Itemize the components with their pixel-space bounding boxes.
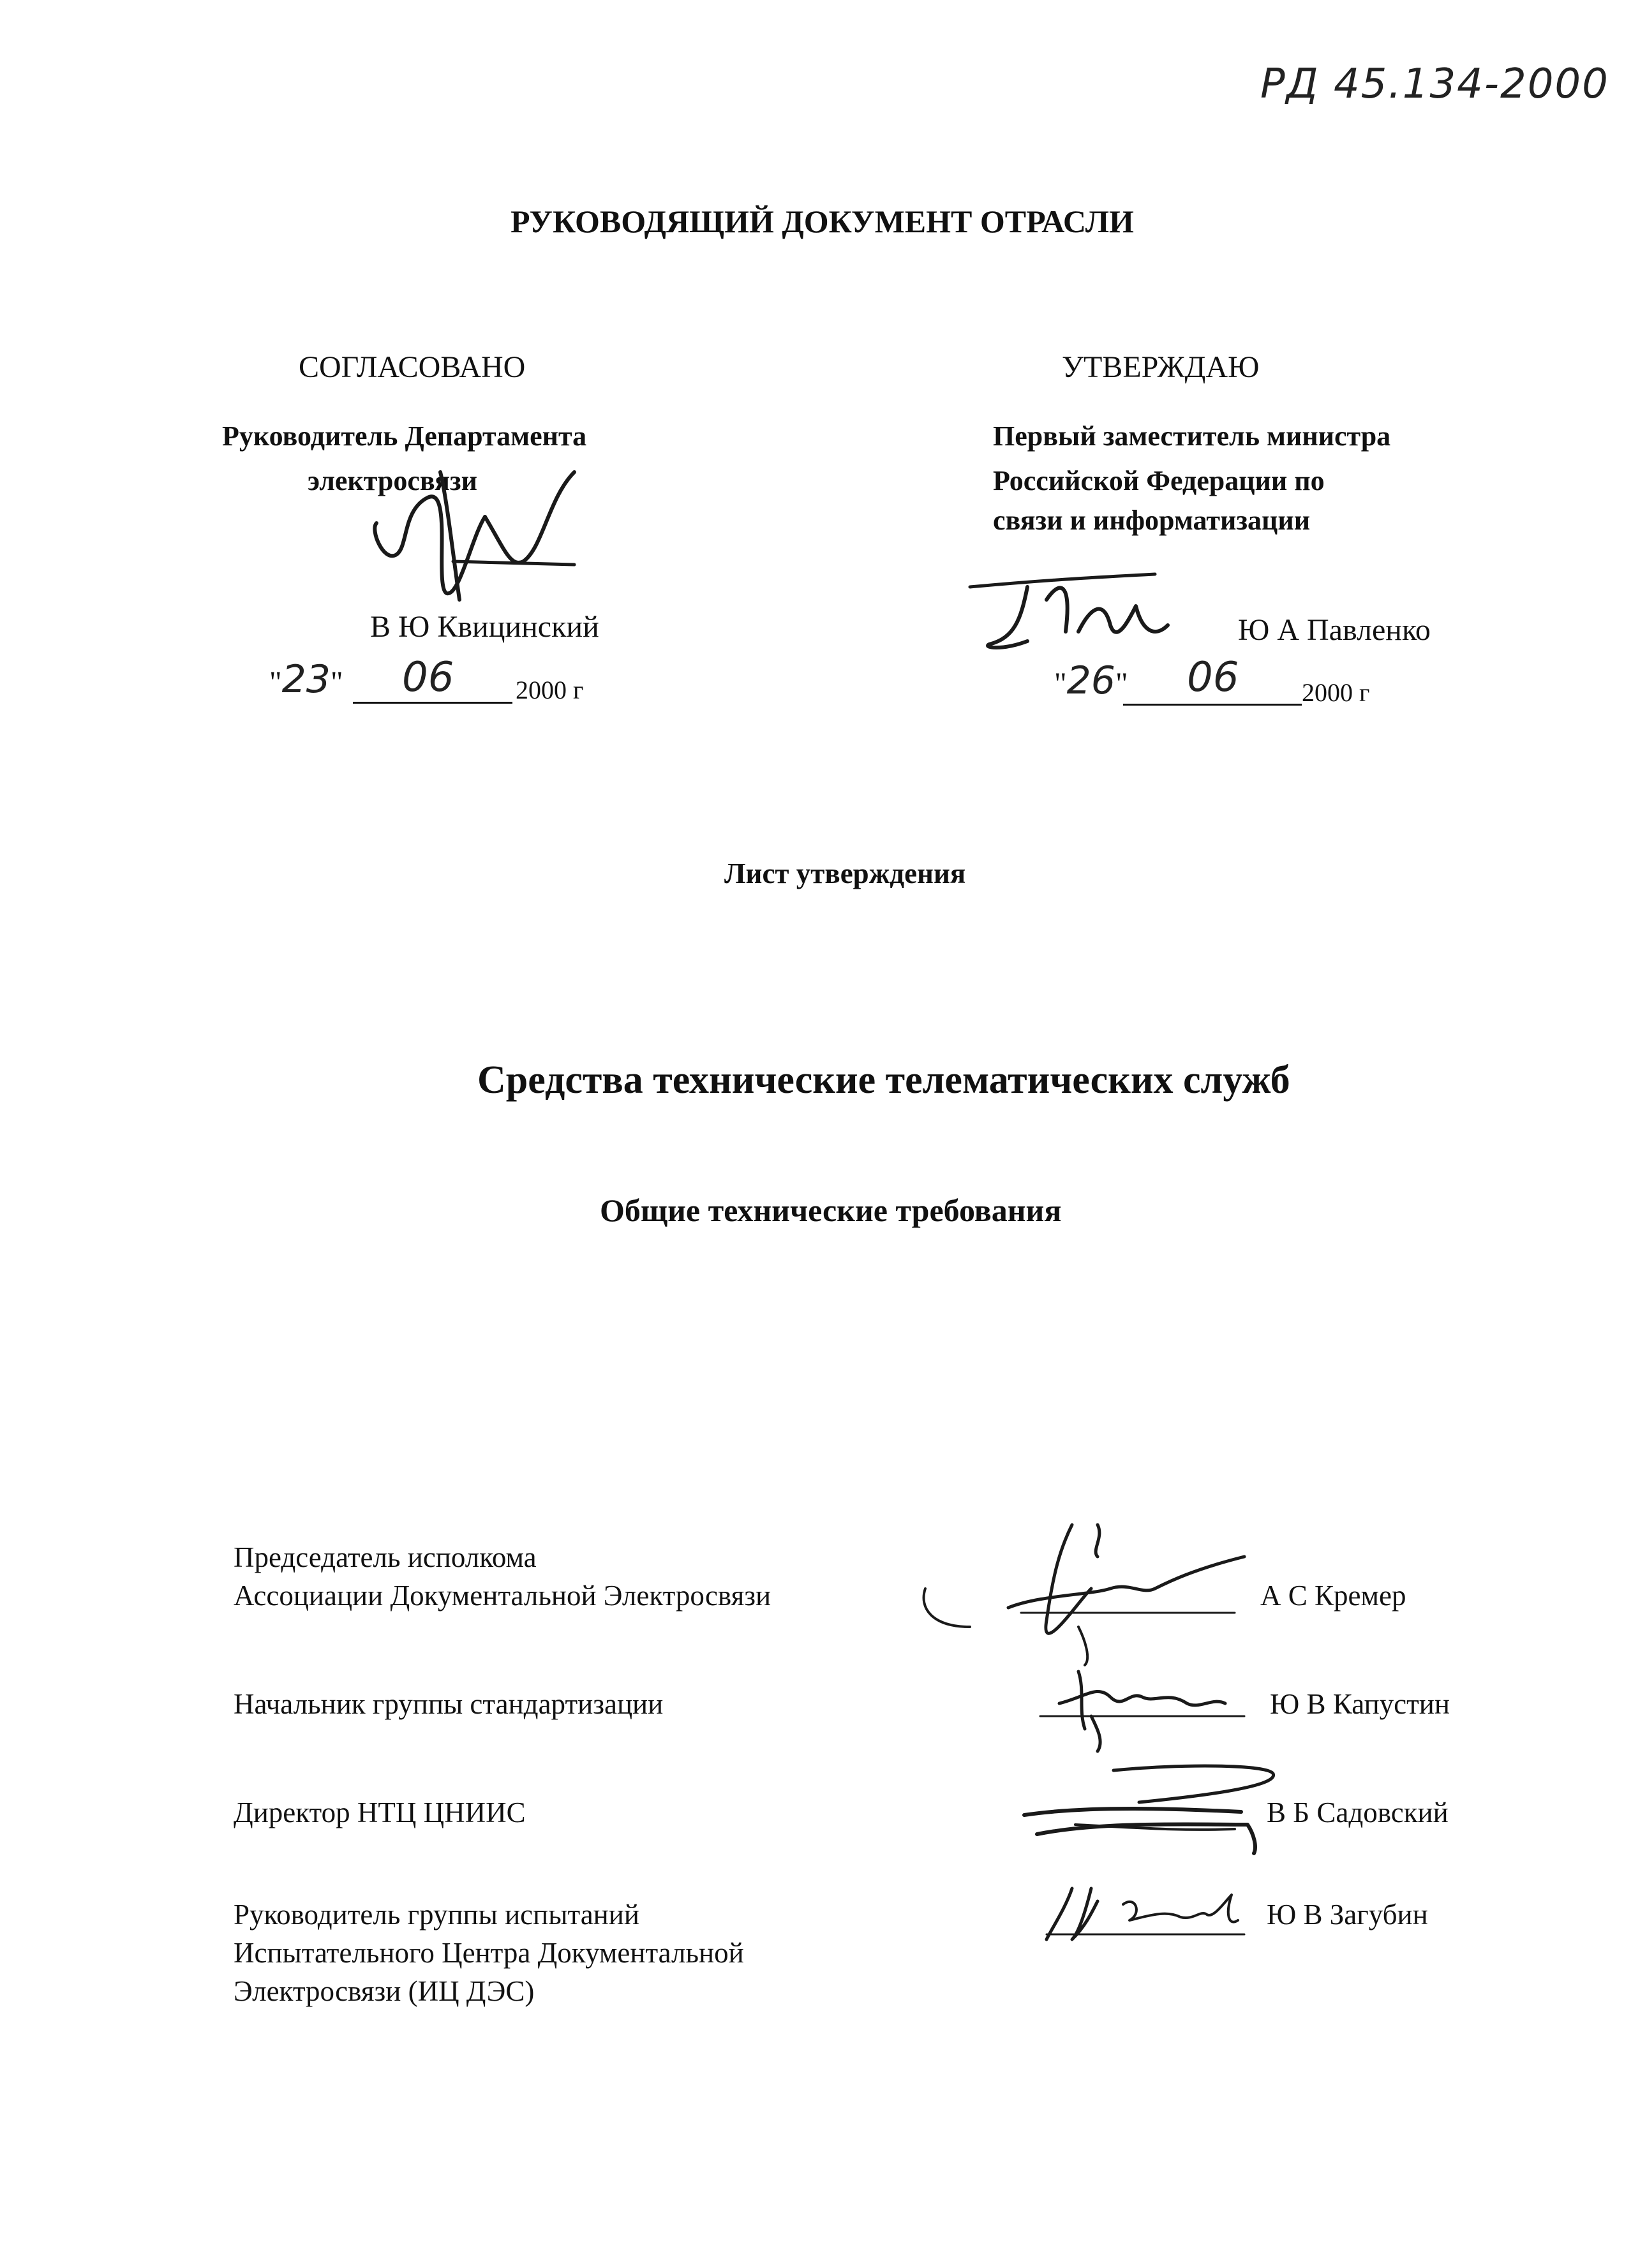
sheet-title: Лист утверждения (724, 857, 966, 889)
left-date-year: 2000 г (516, 676, 584, 704)
signatory-3-title-line1: Директор НТЦ ЦНИИС (234, 1797, 526, 1828)
right-date-day: 26 (1066, 658, 1115, 703)
right-date-month-underline (1123, 704, 1302, 706)
left-signer-name: В Ю Квицинский (370, 610, 599, 644)
signatory-2-name: Ю В Капустин (1270, 1688, 1450, 1720)
signatory-4-title-line3: Электросвязи (ИЦ ДЭС) (234, 1975, 535, 2007)
left-date (269, 657, 343, 702)
signatory-3-name: В Б Садовский (1267, 1797, 1449, 1828)
signatory-4-name: Ю В Загубин (1267, 1899, 1428, 1931)
left-approval-heading: СОГЛАСОВАНО (299, 350, 526, 384)
right-signature (964, 561, 1206, 663)
signatory-2-signature (1034, 1659, 1251, 1754)
left-date-day: 23 (281, 657, 331, 702)
signatory-1-title-line2: Ассоциации Документальной Электросвязи (234, 1580, 771, 1612)
left-date-month: 06 (402, 654, 454, 701)
right-position-line1: Первый заместитель министра (993, 420, 1391, 452)
signatory-4-title-line1: Руководитель группы испытаний (234, 1899, 639, 1931)
left-position-line1: Руководитель Департамента (222, 420, 587, 452)
right-signer-name: Ю А Павленко (1238, 613, 1431, 647)
signatory-1-title-line1: Председатель исполкома (234, 1541, 537, 1573)
signatory-1-name: А С Кремер (1260, 1580, 1406, 1612)
left-date-month-underline (353, 702, 512, 704)
left-position-line2: электросвязи (308, 465, 477, 496)
right-position-line3: связи и информатизации (993, 505, 1311, 536)
document-header: РУКОВОДЯЩИЙ ДОКУМЕНТ ОТРАСЛИ (510, 204, 1134, 239)
left-signature (357, 459, 600, 625)
left-date-quote-close: " (330, 665, 343, 699)
signatory-4-title-line2: Испытательного Центра Документальной (234, 1937, 744, 1969)
document-subtitle: Общие технические требования (600, 1192, 1062, 1228)
right-date (1054, 658, 1128, 703)
right-date-month: 06 (1187, 654, 1239, 701)
signatory-4-signature (1034, 1876, 1263, 1952)
left-date-quote-open: " (269, 665, 282, 699)
right-date-year: 2000 г (1302, 678, 1370, 707)
right-date-quote-close: " (1115, 667, 1128, 700)
document-code-handwritten: РД 45.134-2000 (1260, 61, 1609, 108)
signatory-1-signature (913, 1512, 1257, 1671)
right-position-line2: Российской Федерации по (993, 465, 1325, 496)
right-date-quote-open: " (1054, 667, 1067, 700)
right-approval-heading: УТВЕРЖДАЮ (1062, 350, 1260, 384)
document-title: Средства технические телематических служб (477, 1058, 1290, 1102)
signatory-2-title-line1: Начальник группы стандартизации (234, 1688, 664, 1720)
